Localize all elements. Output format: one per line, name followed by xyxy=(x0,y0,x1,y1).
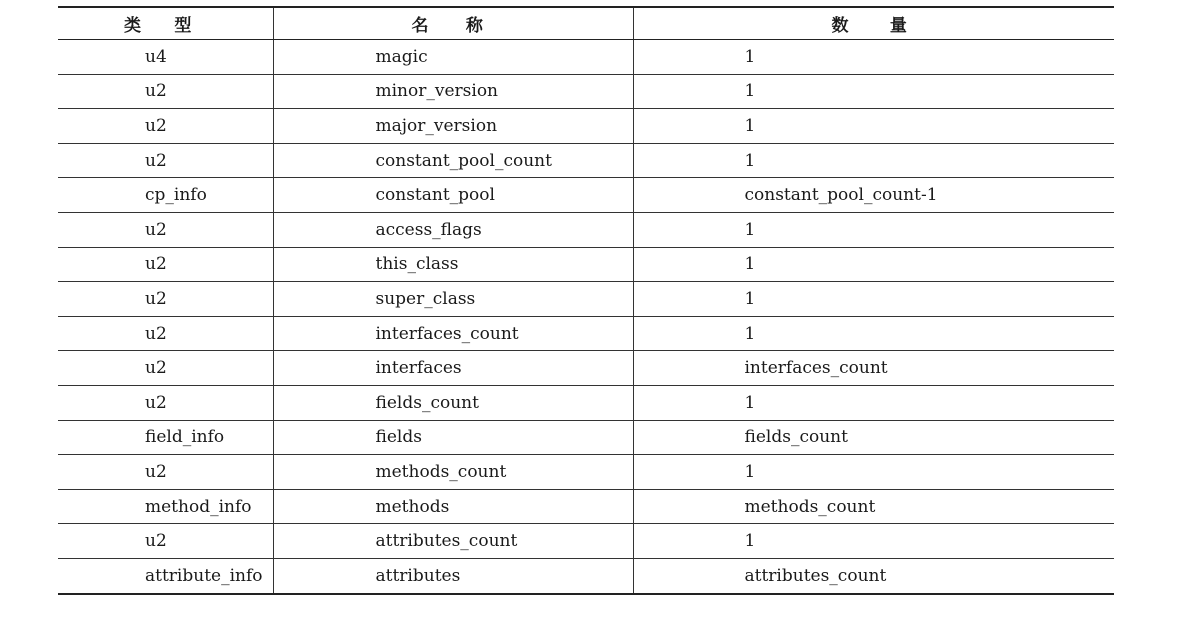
cell-count: 1 xyxy=(633,282,1114,317)
table-row xyxy=(58,524,1114,559)
cell-count: 1 xyxy=(633,143,1114,178)
cell-type: u2 xyxy=(58,282,273,317)
cell-name: major_version xyxy=(273,109,633,144)
cell-name: methods xyxy=(273,489,633,524)
table-header-row xyxy=(58,7,1114,40)
cell-name: magic xyxy=(273,40,633,75)
header-name xyxy=(273,7,633,40)
cell-name: constant_pool_count xyxy=(273,143,633,178)
header-count-char-2: 量 xyxy=(889,16,911,36)
header-name-char-1: 名 xyxy=(411,16,432,36)
table-row xyxy=(58,489,1114,524)
cell-count: 1 xyxy=(633,109,1114,144)
header-type xyxy=(58,7,273,40)
table-row xyxy=(58,282,1114,317)
cell-type: u4 xyxy=(58,40,273,75)
table-row xyxy=(58,558,1114,593)
cell-name: minor_version xyxy=(273,74,633,109)
table-row xyxy=(58,420,1114,455)
cell-name: fields xyxy=(273,420,633,455)
cell-name: this_class xyxy=(273,247,633,282)
cell-name: attributes xyxy=(273,558,633,593)
cell-type: attribute_info xyxy=(145,565,263,586)
cell-name: access_flags xyxy=(273,212,633,247)
cell-type: u2 xyxy=(58,74,273,109)
class-file-structure-table xyxy=(58,6,1114,595)
cell-type: field_info xyxy=(58,420,273,455)
table-row xyxy=(58,109,1114,144)
cell-type: u2 xyxy=(58,247,273,282)
cell-count: interfaces_count xyxy=(633,351,1114,386)
table-row xyxy=(58,178,1114,213)
cell-count: methods_count xyxy=(633,489,1114,524)
cell-count: 1 xyxy=(633,247,1114,282)
cell-type: u2 xyxy=(58,109,273,144)
table-row xyxy=(58,385,1114,420)
cell-type: u2 xyxy=(58,385,273,420)
header-name-char-2: 称 xyxy=(465,16,487,36)
table-row xyxy=(58,40,1114,75)
cell-count: 1 xyxy=(633,212,1114,247)
table-row xyxy=(58,247,1114,282)
cell-name: interfaces_count xyxy=(273,316,633,351)
table-row xyxy=(58,212,1114,247)
cell-name: super_class xyxy=(273,282,633,317)
cell-count: constant_pool_count-1 xyxy=(633,178,1114,213)
cell-name: methods_count xyxy=(273,455,633,490)
header-type-char-1: 类 xyxy=(124,16,145,36)
cell-type: u2 xyxy=(58,351,273,386)
cell-count: 1 xyxy=(633,524,1114,559)
cell-type: u2 xyxy=(58,316,273,351)
table-body xyxy=(58,40,1114,594)
header-count-char-1: 数 xyxy=(831,16,852,36)
cell-count: 1 xyxy=(633,74,1114,109)
cell-name: interfaces xyxy=(273,351,633,386)
cell-type: u2 xyxy=(58,143,273,178)
cell-name: fields_count xyxy=(273,385,633,420)
cell-type: u2 xyxy=(58,524,273,559)
table-row xyxy=(58,74,1114,109)
cell-name: constant_pool xyxy=(273,178,633,213)
header-type-char-2: 型 xyxy=(174,16,195,36)
table-row xyxy=(58,455,1114,490)
table-row xyxy=(58,143,1114,178)
header-count xyxy=(633,7,1114,40)
cell-count: 1 xyxy=(633,455,1114,490)
cell-type: cp_info xyxy=(58,178,273,213)
table-row xyxy=(58,316,1114,351)
cell-type: u2 xyxy=(58,212,273,247)
cell-type: u2 xyxy=(58,455,273,490)
cell-count: attributes_count xyxy=(633,558,1114,593)
cell-name: attributes_count xyxy=(273,524,633,559)
cell-count: 1 xyxy=(633,316,1114,351)
table-row xyxy=(58,351,1114,386)
cell-type: method_info xyxy=(58,489,273,524)
cell-count: 1 xyxy=(633,40,1114,75)
cell-count: 1 xyxy=(633,385,1114,420)
cell-count: fields_count xyxy=(633,420,1114,455)
